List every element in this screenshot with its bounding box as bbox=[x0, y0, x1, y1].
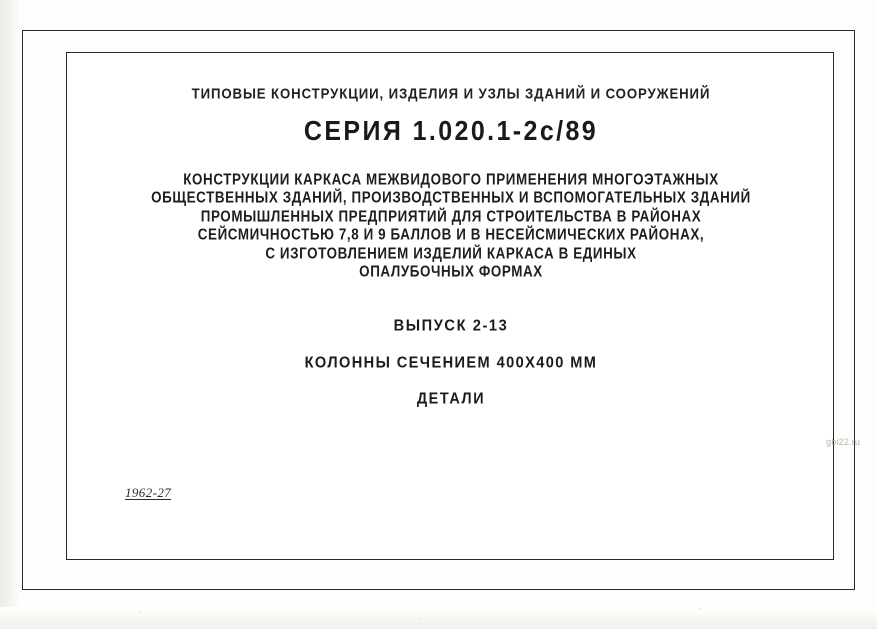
title-line: С ИЗГОТОВЛЕНИЕМ ИЗДЕЛИЙ КАРКАСА В ЕДИНЫХ bbox=[265, 244, 637, 262]
title-block-frame bbox=[66, 52, 834, 560]
scan-edge-shading-bottom bbox=[0, 607, 877, 629]
title-line: СЕЙСМИЧНОСТЬЮ 7,8 И 9 БАЛЛОВ И В НЕСЕЙСМИЧЕСКИХ РАЙОНАХ, bbox=[197, 226, 705, 244]
scan-speck bbox=[140, 612, 141, 613]
document-code: 1962-27 bbox=[125, 485, 172, 500]
scan-speck bbox=[10, 300, 11, 301]
subject-label: КОЛОННЫ СЕЧЕНИЕМ 400Х400 ММ bbox=[304, 354, 598, 372]
scan-edge-shading-left bbox=[0, 0, 22, 629]
site-watermark: gbi22.ru bbox=[826, 437, 861, 447]
issue-number: ВЫПУСК 2-13 bbox=[393, 317, 509, 335]
title-block-content bbox=[67, 53, 835, 561]
document-series-header: ТИПОВЫЕ КОНСТРУКЦИИ, ИЗДЕЛИЯ И УЗЛЫ ЗДАНИЙ И СООРУЖЕНИЙ bbox=[191, 85, 711, 102]
section-label: ДЕТАЛИ bbox=[416, 390, 486, 408]
title-line: КОНСТРУКЦИИ КАРКАСА МЕЖВИДОВОГО ПРИМЕНЕНИЯ МНОГОЭТАЖНЫХ bbox=[183, 170, 719, 188]
title-line: ОПАЛУБОЧНЫХ ФОРМАХ bbox=[359, 262, 543, 280]
scan-speck bbox=[700, 608, 701, 609]
title-line: ПРОМЫШЛЕННЫХ ПРЕДПРИЯТИЙ ДЛЯ СТРОИТЕЛЬСТВА В РАЙОНАХ bbox=[200, 207, 702, 225]
document-title bbox=[67, 171, 835, 281]
scan-speck bbox=[420, 618, 421, 619]
title-line: ОБЩЕСТВЕННЫХ ЗДАНИЙ, ПРОИЗВОДСТВЕННЫХ И ВСПОМОГАТЕЛЬНЫХ ЗДАНИЙ bbox=[151, 189, 751, 207]
series-number: СЕРИЯ 1.020.1-2с/89 bbox=[303, 115, 599, 147]
